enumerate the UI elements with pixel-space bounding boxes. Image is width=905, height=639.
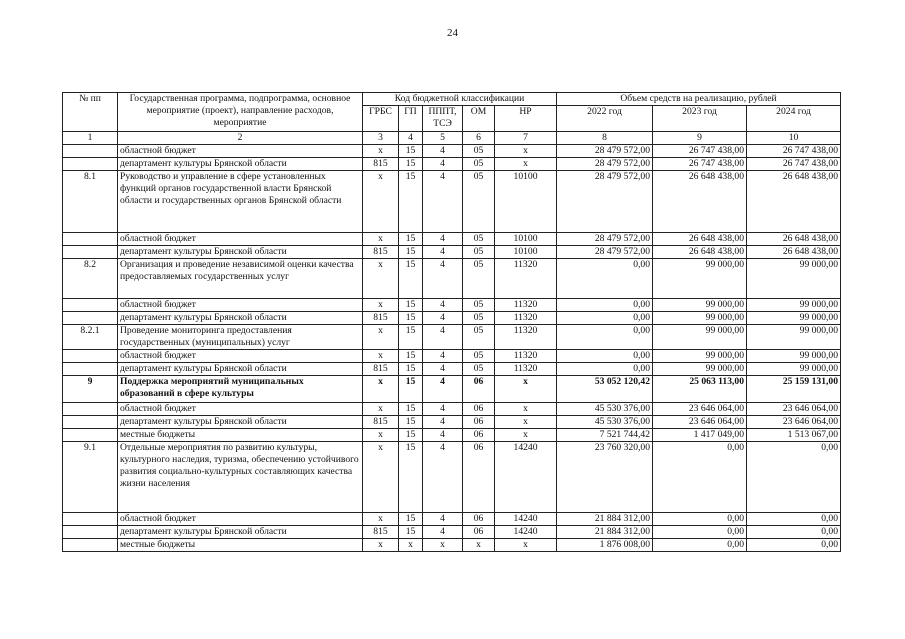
row-nr: х xyxy=(495,403,557,416)
row-grbs: 815 xyxy=(363,363,399,376)
row-amount-2024: 99 000,00 xyxy=(747,325,841,350)
row-amount-2024: 99 000,00 xyxy=(747,259,841,299)
row-number xyxy=(63,416,118,429)
row-name: областной бюджет xyxy=(118,403,363,416)
row-gp: 15 xyxy=(399,363,423,376)
row-grbs: х xyxy=(363,376,399,403)
header-2022: 2022 год xyxy=(557,106,653,132)
row-amount-2023: 23 646 064,00 xyxy=(653,403,747,416)
row-amount-2022: 23 760 320,00 xyxy=(557,442,653,513)
row-gp: х xyxy=(399,539,423,552)
row-amount-2022: 28 479 572,00 xyxy=(557,246,653,259)
row-gp: 15 xyxy=(399,259,423,299)
table-row xyxy=(63,233,841,246)
row-pppt: 4 xyxy=(423,403,463,416)
row-name: Руководство и управление в сфере установленных функций органов государственной власти Брянской области и государственных органов Брянской области xyxy=(118,171,363,233)
row-name: местные бюджеты xyxy=(118,539,363,552)
row-number xyxy=(63,539,118,552)
row-grbs: х xyxy=(363,259,399,299)
row-amount-2022: 28 479 572,00 xyxy=(557,171,653,233)
header-num: № пп xyxy=(63,93,118,132)
row-amount-2023: 99 000,00 xyxy=(653,259,747,299)
row-om: х xyxy=(463,539,495,552)
row-grbs: х xyxy=(363,299,399,312)
row-grbs: х xyxy=(363,233,399,246)
row-nr: 10100 xyxy=(495,171,557,233)
row-amount-2023: 25 063 113,00 xyxy=(653,376,747,403)
row-om: 05 xyxy=(463,171,495,233)
row-nr: 11320 xyxy=(495,350,557,363)
row-pppt: 4 xyxy=(423,376,463,403)
row-amount-2022: 21 884 312,00 xyxy=(557,526,653,539)
row-name: областной бюджет xyxy=(118,350,363,363)
row-pppt: 4 xyxy=(423,145,463,158)
table-row xyxy=(63,442,841,513)
row-number xyxy=(63,403,118,416)
row-amount-2023: 99 000,00 xyxy=(653,299,747,312)
row-pppt: 4 xyxy=(423,442,463,513)
row-gp: 15 xyxy=(399,158,423,171)
table-row xyxy=(63,376,841,403)
row-grbs: х xyxy=(363,539,399,552)
row-pppt: 4 xyxy=(423,312,463,325)
row-amount-2022: 1 876 008,00 xyxy=(557,539,653,552)
row-number xyxy=(63,158,118,171)
row-amount-2024: 99 000,00 xyxy=(747,312,841,325)
budget-table xyxy=(62,92,841,552)
table-row xyxy=(63,259,841,299)
row-grbs: х xyxy=(363,350,399,363)
row-pppt: 4 xyxy=(423,416,463,429)
row-grbs: х xyxy=(363,513,399,526)
row-pppt: 4 xyxy=(423,233,463,246)
row-om: 05 xyxy=(463,312,495,325)
table-row xyxy=(63,416,841,429)
row-amount-2023: 23 646 064,00 xyxy=(653,416,747,429)
row-name: областной бюджет xyxy=(118,145,363,158)
row-amount-2024: 99 000,00 xyxy=(747,363,841,376)
row-amount-2022: 28 479 572,00 xyxy=(557,145,653,158)
row-gp: 15 xyxy=(399,246,423,259)
row-amount-2023: 99 000,00 xyxy=(653,312,747,325)
row-name: департамент культуры Брянской области xyxy=(118,158,363,171)
row-gp: 15 xyxy=(399,145,423,158)
row-gp: 15 xyxy=(399,312,423,325)
row-grbs: х xyxy=(363,403,399,416)
header-grbs: ГРБС xyxy=(363,106,399,132)
row-number xyxy=(63,363,118,376)
row-amount-2022: 28 479 572,00 xyxy=(557,158,653,171)
row-amount-2024: 0,00 xyxy=(747,526,841,539)
col-number: 8 xyxy=(557,132,653,145)
row-grbs: х xyxy=(363,442,399,513)
row-pppt: 4 xyxy=(423,246,463,259)
row-number xyxy=(63,233,118,246)
row-gp: 15 xyxy=(399,403,423,416)
row-om: 06 xyxy=(463,416,495,429)
row-nr: х xyxy=(495,539,557,552)
header-2023: 2023 год xyxy=(653,106,747,132)
row-number xyxy=(63,145,118,158)
row-amount-2022: 0,00 xyxy=(557,259,653,299)
row-number xyxy=(63,526,118,539)
row-name: департамент культуры Брянской области xyxy=(118,312,363,325)
row-grbs: х xyxy=(363,171,399,233)
row-name: областной бюджет xyxy=(118,513,363,526)
row-name: департамент культуры Брянской области xyxy=(118,526,363,539)
table-row xyxy=(63,299,841,312)
row-nr: 11320 xyxy=(495,259,557,299)
col-number: 3 xyxy=(363,132,399,145)
row-gp: 15 xyxy=(399,376,423,403)
table-row xyxy=(63,513,841,526)
row-om: 06 xyxy=(463,429,495,442)
col-number: 6 xyxy=(463,132,495,145)
table-row xyxy=(63,312,841,325)
header-nr: НР xyxy=(495,106,557,132)
row-om: 06 xyxy=(463,526,495,539)
row-nr: х xyxy=(495,416,557,429)
row-gp: 15 xyxy=(399,513,423,526)
row-gp: 15 xyxy=(399,171,423,233)
row-amount-2024: 25 159 131,00 xyxy=(747,376,841,403)
row-amount-2024: 26 747 438,00 xyxy=(747,158,841,171)
col-number: 7 xyxy=(495,132,557,145)
row-gp: 15 xyxy=(399,416,423,429)
row-number xyxy=(63,429,118,442)
row-om: 05 xyxy=(463,299,495,312)
row-nr: 10100 xyxy=(495,233,557,246)
row-om: 06 xyxy=(463,403,495,416)
row-nr: х xyxy=(495,158,557,171)
row-pppt: х xyxy=(423,539,463,552)
row-amount-2023: 26 648 438,00 xyxy=(653,233,747,246)
row-grbs: 815 xyxy=(363,158,399,171)
row-amount-2023: 26 648 438,00 xyxy=(653,246,747,259)
row-nr: 10100 xyxy=(495,246,557,259)
row-om: 05 xyxy=(463,158,495,171)
col-number: 2 xyxy=(118,132,363,145)
row-amount-2024: 26 648 438,00 xyxy=(747,246,841,259)
row-number: 9 xyxy=(63,376,118,403)
row-gp: 15 xyxy=(399,233,423,246)
row-name: местные бюджеты xyxy=(118,429,363,442)
row-amount-2022: 45 530 376,00 xyxy=(557,416,653,429)
table-row xyxy=(63,158,841,171)
row-number xyxy=(63,312,118,325)
row-amount-2022: 28 479 572,00 xyxy=(557,233,653,246)
row-name: департамент культуры Брянской области xyxy=(118,246,363,259)
row-name: Проведение мониторинга предоставления государственных (муниципальных) услуг xyxy=(118,325,363,350)
header-om: ОМ xyxy=(463,106,495,132)
row-gp: 15 xyxy=(399,526,423,539)
row-pppt: 4 xyxy=(423,513,463,526)
row-gp: 15 xyxy=(399,299,423,312)
row-nr: х xyxy=(495,376,557,403)
row-amount-2023: 0,00 xyxy=(653,539,747,552)
row-amount-2023: 0,00 xyxy=(653,442,747,513)
row-grbs: 815 xyxy=(363,312,399,325)
row-om: 05 xyxy=(463,145,495,158)
row-amount-2022: 0,00 xyxy=(557,299,653,312)
row-amount-2024: 99 000,00 xyxy=(747,350,841,363)
row-grbs: 815 xyxy=(363,416,399,429)
row-om: 05 xyxy=(463,325,495,350)
row-nr: х xyxy=(495,429,557,442)
table-row xyxy=(63,526,841,539)
table-row xyxy=(63,325,841,350)
row-name: Организация и проведение независимой оценки качества предоставляемых государственных услуг xyxy=(118,259,363,299)
table-row xyxy=(63,246,841,259)
row-nr: 11320 xyxy=(495,325,557,350)
row-amount-2022: 21 884 312,00 xyxy=(557,513,653,526)
row-amount-2023: 26 648 438,00 xyxy=(653,171,747,233)
row-amount-2023: 26 747 438,00 xyxy=(653,145,747,158)
row-name: департамент культуры Брянской области xyxy=(118,416,363,429)
row-number xyxy=(63,350,118,363)
row-amount-2022: 53 052 120,42 xyxy=(557,376,653,403)
row-pppt: 4 xyxy=(423,429,463,442)
row-amount-2024: 26 747 438,00 xyxy=(747,145,841,158)
row-amount-2023: 0,00 xyxy=(653,526,747,539)
row-om: 05 xyxy=(463,246,495,259)
row-amount-2022: 0,00 xyxy=(557,350,653,363)
row-pppt: 4 xyxy=(423,350,463,363)
row-amount-2024: 26 648 438,00 xyxy=(747,233,841,246)
row-amount-2022: 0,00 xyxy=(557,312,653,325)
header-gp: ГП xyxy=(399,106,423,132)
row-pppt: 4 xyxy=(423,259,463,299)
header-program: Государственная программа, подпрограмма, основное мероприятие (проект), направление расходов, мероприятие xyxy=(118,93,363,132)
row-grbs: 815 xyxy=(363,246,399,259)
row-amount-2022: 0,00 xyxy=(557,363,653,376)
row-grbs: х xyxy=(363,325,399,350)
row-number: 9.1 xyxy=(63,442,118,513)
row-amount-2024: 0,00 xyxy=(747,442,841,513)
table-row xyxy=(63,145,841,158)
row-name: областной бюджет xyxy=(118,233,363,246)
row-nr: 11320 xyxy=(495,312,557,325)
row-amount-2024: 23 646 064,00 xyxy=(747,416,841,429)
row-name: Отдельные мероприятия по развитию культуры, культурного наследия, туризма, обеспечению устойчивого развития социально-культурных составляющих качества жизни населения xyxy=(118,442,363,513)
row-name: департамент культуры Брянской области xyxy=(118,363,363,376)
col-number: 9 xyxy=(653,132,747,145)
row-amount-2024: 99 000,00 xyxy=(747,299,841,312)
row-om: 05 xyxy=(463,363,495,376)
row-amount-2023: 26 747 438,00 xyxy=(653,158,747,171)
col-number: 5 xyxy=(423,132,463,145)
header-2024: 2024 год xyxy=(747,106,841,132)
row-amount-2022: 0,00 xyxy=(557,325,653,350)
row-amount-2024: 23 646 064,00 xyxy=(747,403,841,416)
row-number xyxy=(63,299,118,312)
table-row xyxy=(63,363,841,376)
table-row xyxy=(63,539,841,552)
table-row xyxy=(63,429,841,442)
row-pppt: 4 xyxy=(423,526,463,539)
row-nr: 14240 xyxy=(495,526,557,539)
row-amount-2023: 0,00 xyxy=(653,513,747,526)
row-gp: 15 xyxy=(399,429,423,442)
row-amount-2022: 45 530 376,00 xyxy=(557,403,653,416)
header-amount: Объем средств на реализацию, рублей xyxy=(557,93,841,106)
row-amount-2023: 99 000,00 xyxy=(653,325,747,350)
row-gp: 15 xyxy=(399,325,423,350)
row-number xyxy=(63,246,118,259)
table-row xyxy=(63,350,841,363)
row-amount-2022: 7 521 744,42 xyxy=(557,429,653,442)
row-number: 8.2.1 xyxy=(63,325,118,350)
row-nr: х xyxy=(495,145,557,158)
row-grbs: х xyxy=(363,145,399,158)
row-nr: 14240 xyxy=(495,513,557,526)
row-name: Поддержка мероприятий муниципальных образований в сфере культуры xyxy=(118,376,363,403)
row-amount-2024: 0,00 xyxy=(747,539,841,552)
row-amount-2023: 1 417 049,00 xyxy=(653,429,747,442)
row-om: 05 xyxy=(463,233,495,246)
row-om: 06 xyxy=(463,513,495,526)
row-gp: 15 xyxy=(399,350,423,363)
header-pppt: ПППТ, ТСЭ xyxy=(423,106,463,132)
row-om: 06 xyxy=(463,376,495,403)
row-grbs: 815 xyxy=(363,526,399,539)
row-amount-2024: 26 648 438,00 xyxy=(747,171,841,233)
row-amount-2024: 0,00 xyxy=(747,513,841,526)
table-row xyxy=(63,403,841,416)
row-nr: 11320 xyxy=(495,363,557,376)
col-number: 4 xyxy=(399,132,423,145)
row-number: 8.1 xyxy=(63,171,118,233)
col-number: 10 xyxy=(747,132,841,145)
header-bcc: Код бюджетной классификации xyxy=(363,93,557,106)
row-amount-2023: 99 000,00 xyxy=(653,363,747,376)
row-number: 8.2 xyxy=(63,259,118,299)
row-grbs: х xyxy=(363,429,399,442)
row-om: 05 xyxy=(463,350,495,363)
column-numbers-row xyxy=(63,132,841,145)
row-nr: 11320 xyxy=(495,299,557,312)
row-name: областной бюджет xyxy=(118,299,363,312)
row-amount-2023: 99 000,00 xyxy=(653,350,747,363)
page-number: 24 xyxy=(447,27,458,39)
col-number: 1 xyxy=(63,132,118,145)
row-number xyxy=(63,513,118,526)
row-pppt: 4 xyxy=(423,171,463,233)
row-om: 05 xyxy=(463,259,495,299)
row-amount-2024: 1 513 067,00 xyxy=(747,429,841,442)
row-nr: 14240 xyxy=(495,442,557,513)
row-pppt: 4 xyxy=(423,158,463,171)
row-pppt: 4 xyxy=(423,363,463,376)
row-pppt: 4 xyxy=(423,325,463,350)
row-pppt: 4 xyxy=(423,299,463,312)
table-row xyxy=(63,171,841,233)
row-gp: 15 xyxy=(399,442,423,513)
row-om: 06 xyxy=(463,442,495,513)
